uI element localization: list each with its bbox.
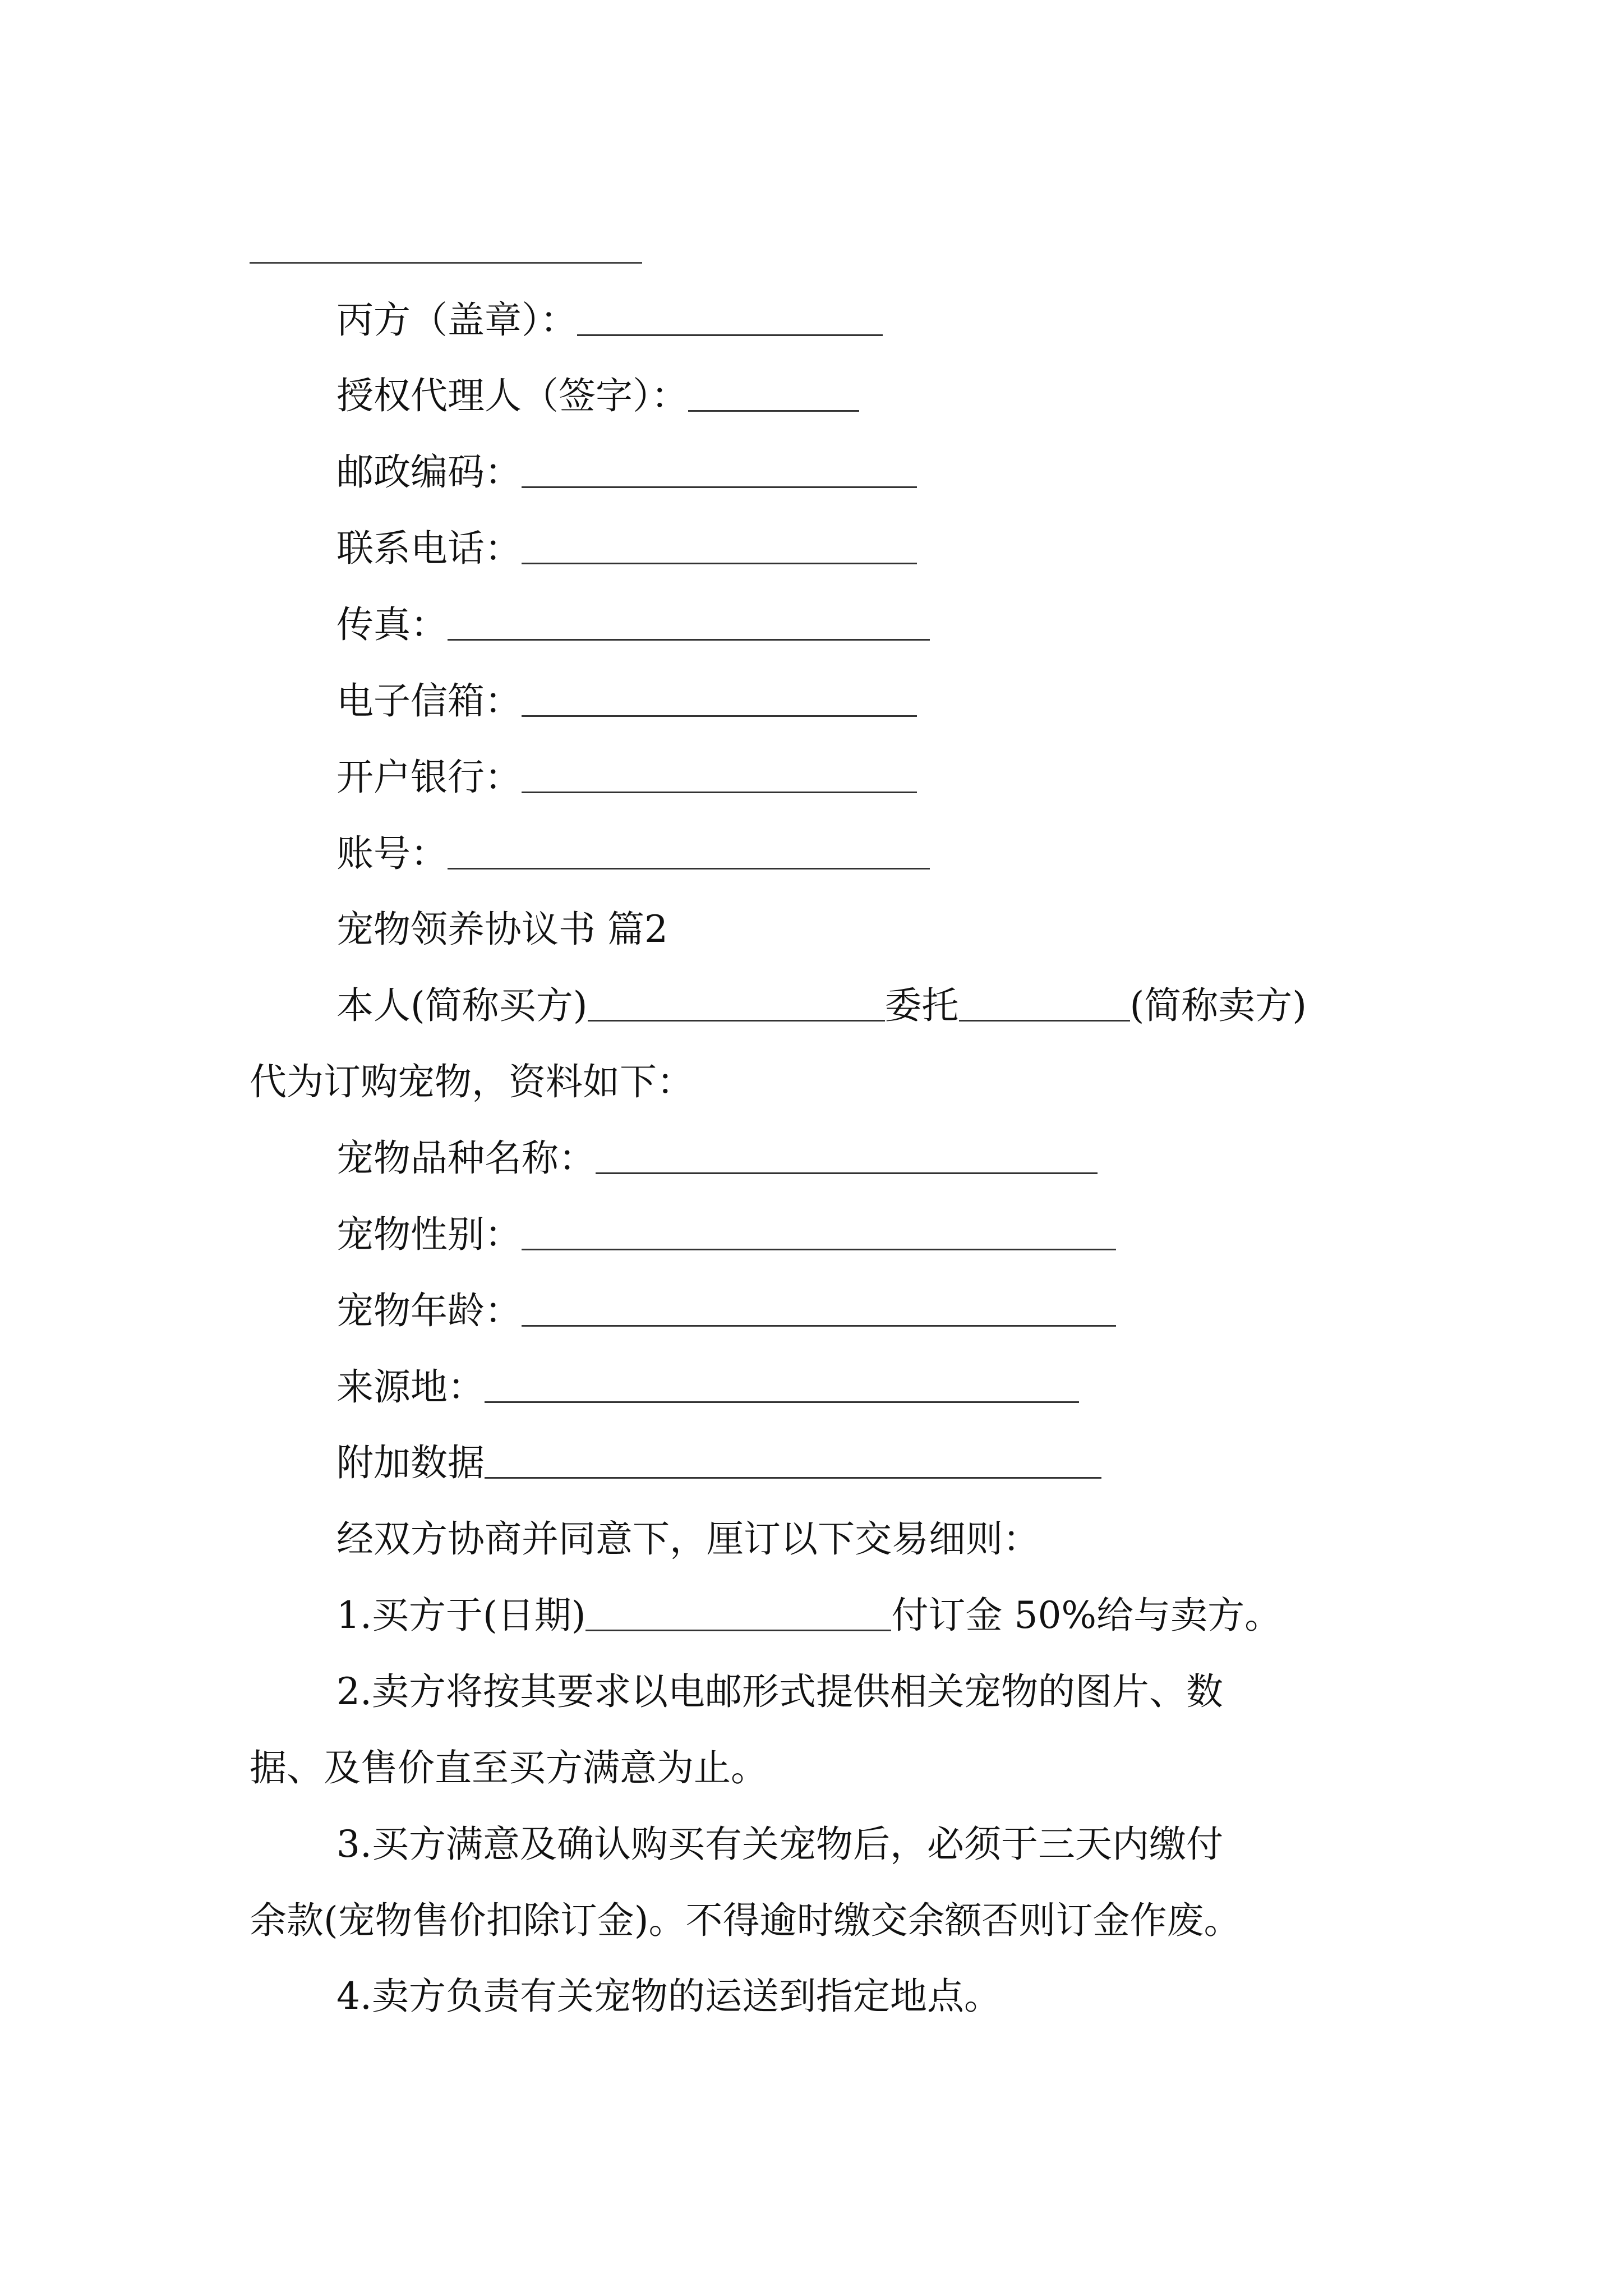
term-1-label: 1.买方于(日期) xyxy=(336,1594,586,1637)
account-field xyxy=(336,832,930,875)
gender-blank[interactable] xyxy=(522,1248,1116,1250)
intro-line-1 xyxy=(336,984,1307,1027)
breed-label: 宠物品种名称： xyxy=(336,1137,596,1180)
bank-field xyxy=(336,756,917,799)
extra-data-blank[interactable] xyxy=(485,1476,1101,1479)
origin-field xyxy=(336,1365,1079,1409)
origin-blank[interactable] xyxy=(485,1401,1079,1403)
email-blank[interactable] xyxy=(522,715,917,717)
term-1 xyxy=(336,1594,1282,1637)
party-c-seal-label: 丙方（盖章）： xyxy=(336,298,577,342)
account-blank[interactable] xyxy=(448,867,930,869)
bank-blank[interactable] xyxy=(522,791,917,793)
fax-blank[interactable] xyxy=(448,638,930,641)
terms-intro: 经双方协商并同意下，厘订以下交易细则： xyxy=(336,1517,1040,1561)
top-signature-line xyxy=(250,262,642,264)
party-c-seal-blank[interactable] xyxy=(577,334,883,336)
agent-signature-field xyxy=(336,374,859,417)
term-2-line-1: 2.卖方将按其要求以电邮形式提供相关宠物的图片、数 xyxy=(336,1670,1223,1713)
buyer-label: 本人(简称买方) xyxy=(336,984,588,1027)
fax-label: 传真： xyxy=(336,603,448,646)
age-field xyxy=(336,1289,1116,1332)
email-label: 电子信箱： xyxy=(336,679,522,723)
gender-label: 宠物性别： xyxy=(336,1213,522,1256)
age-label: 宠物年龄： xyxy=(336,1289,522,1332)
breed-field xyxy=(336,1137,1098,1180)
bank-label: 开户银行： xyxy=(336,756,522,799)
extra-data-field xyxy=(336,1441,1101,1484)
origin-label: 来源地： xyxy=(336,1365,485,1409)
breed-blank[interactable] xyxy=(596,1172,1098,1174)
phone-label: 联系电话： xyxy=(336,527,522,570)
extra-data-label: 附加数据 xyxy=(336,1441,485,1484)
term-3-line-2: 余款(宠物售价扣除订金)。不得逾时缴交余额否则订金作废。 xyxy=(250,1899,1241,1942)
term-1-rest: 付订金 50%给与卖方。 xyxy=(891,1594,1282,1637)
phone-field xyxy=(336,527,917,570)
postcode-field xyxy=(336,450,917,494)
account-label: 账号： xyxy=(336,832,448,875)
age-blank[interactable] xyxy=(522,1324,1116,1327)
postcode-label: 邮政编码： xyxy=(336,450,522,494)
agent-signature-label: 授权代理人（签字）： xyxy=(336,374,688,417)
party-c-seal-field xyxy=(336,298,883,342)
section-heading: 宠物领养协议书 篇2 xyxy=(336,908,668,951)
seller-label: (简称卖方) xyxy=(1129,984,1307,1027)
gender-field xyxy=(336,1213,1116,1256)
entrust-label: 委托 xyxy=(884,984,959,1027)
seller-name-blank[interactable] xyxy=(959,1019,1130,1022)
agent-signature-blank[interactable] xyxy=(688,409,859,412)
postcode-blank[interactable] xyxy=(522,486,917,488)
fax-field xyxy=(336,603,930,646)
term-4: 4.卖方负责有关宠物的运送到指定地点。 xyxy=(336,1975,1001,2018)
intro-line-2: 代为订购宠物，资料如下： xyxy=(250,1060,694,1103)
term-2-line-2: 据、及售价直至买方满意为止。 xyxy=(250,1746,768,1789)
email-field xyxy=(336,679,917,723)
term-3-line-1: 3.买方满意及确认购买有关宠物后，必须于三天内缴付 xyxy=(336,1823,1223,1866)
phone-blank[interactable] xyxy=(522,562,917,564)
buyer-name-blank[interactable] xyxy=(588,1019,885,1022)
date-blank[interactable] xyxy=(585,1629,891,1631)
